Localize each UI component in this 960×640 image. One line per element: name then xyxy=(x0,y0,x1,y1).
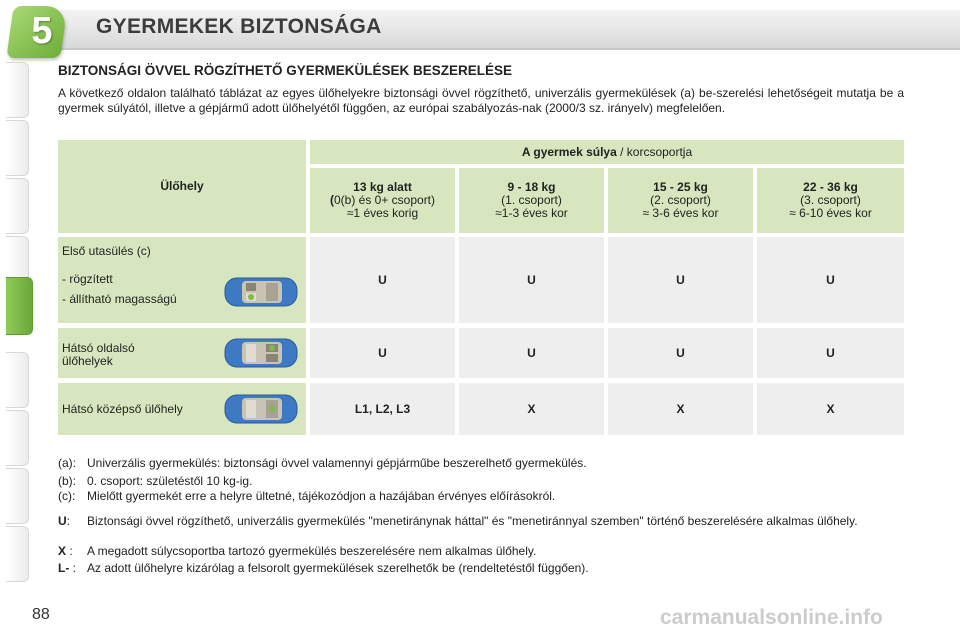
seat-row-front-passenger xyxy=(58,237,306,323)
legend-key: L- xyxy=(58,561,70,575)
car-seat-rear-center-icon xyxy=(222,392,300,426)
seat-option-adjustable: - állítható magasságú xyxy=(62,292,177,306)
weight-class: 15 - 25 kg xyxy=(653,180,708,194)
weight-column-3 xyxy=(757,168,904,233)
section-title: BIZTONSÁGI ÖVVEL RÖGZÍTHETŐ GYERMEKÜLÉSEK BESZERELÉSE xyxy=(58,63,513,78)
footnote-key: (b): xyxy=(58,474,76,488)
cell-value: U xyxy=(310,328,455,378)
age-range: ≈1-3 éves kor xyxy=(495,206,568,220)
footnote-text: Mielőtt gyermekét erre a helyre ültetné, tájékozódjon a hazájában érvényes előírásokról. xyxy=(87,489,556,503)
seat-label-cont: ülőhelyek xyxy=(62,354,113,368)
footnote-c xyxy=(58,489,904,503)
cell-value: U xyxy=(310,237,455,323)
seat-label: Hátsó középső ülőhely xyxy=(62,402,183,416)
weight-group-paren: ( xyxy=(329,193,334,207)
seat-row-rear-side xyxy=(58,328,306,378)
watermark: carmanualsonline.info xyxy=(660,606,883,629)
chapter-tab-5-active[interactable] xyxy=(6,277,33,335)
weight-header xyxy=(310,140,904,164)
page-title: GYERMEKEK BIZTONSÁGA xyxy=(96,15,382,38)
age-range: ≈ 3-6 éves kor xyxy=(642,206,719,220)
weight-group: (3. csoport) xyxy=(800,193,861,207)
cell-value: U xyxy=(459,237,604,323)
chapter-tab-7[interactable] xyxy=(6,410,29,466)
cell-value: U xyxy=(608,328,753,378)
weight-column-2 xyxy=(608,168,753,233)
chapter-number: 5 xyxy=(31,10,53,52)
footnote-b xyxy=(58,474,904,488)
seat-row-rear-center xyxy=(58,383,306,435)
chapter-tab-9[interactable] xyxy=(6,526,29,582)
legend-sep: : xyxy=(66,544,73,558)
weight-class: 13 kg alatt xyxy=(353,180,412,194)
seat-option-fixed: - rögzített xyxy=(62,272,113,286)
seat-column-header: Ülőhely xyxy=(58,140,306,233)
weight-group: 0(b) és 0+ csoport) xyxy=(333,193,436,207)
weight-header-bold: A gyermek súlya xyxy=(521,144,617,159)
chapter-tab-1[interactable] xyxy=(6,62,29,118)
cell-value: U xyxy=(459,328,604,378)
weight-column-1 xyxy=(459,168,604,233)
chapter-tab-8[interactable] xyxy=(6,468,29,524)
weight-class: 22 - 36 kg xyxy=(803,180,858,194)
legend-key: U xyxy=(58,514,67,528)
footnote-key: (c): xyxy=(58,489,76,503)
weight-class: 9 - 18 kg xyxy=(507,180,556,194)
age-range: ≈ 6-10 éves kor xyxy=(789,206,872,220)
cell-value: X xyxy=(757,383,904,435)
intro-paragraph: A következő oldalon található táblázat az egyes ülőhelyekre biztonsági övvel rögzíthető, univerzális gyermekülések (a) be-szerelési lehetőségeit mutatja be a gyermek súlyától, illetve a gépjármű adott ülőhelyétől függően, az európai szabályozás-nak (2000/3 sz. irányelv) megfelelően. xyxy=(58,86,904,115)
cell-value: X xyxy=(608,383,753,435)
legend-l xyxy=(58,561,904,575)
cell-value: L1, L2, L3 xyxy=(310,383,455,435)
weight-group: (2. csoport) xyxy=(650,193,711,207)
weight-column-0 xyxy=(310,168,455,233)
weight-group: (1. csoport) xyxy=(501,193,562,207)
chapter-tab-3[interactable] xyxy=(6,178,29,234)
footnote-text: Univerzális gyermekülés: biztonsági övvel valamennyi gépjárműbe beszerelhető gyermekülés. xyxy=(87,456,587,470)
cell-value: U xyxy=(757,237,904,323)
legend-key: X xyxy=(58,544,67,558)
legend-text: A megadott súlycsoportba tartozó gyermekülés beszerelésére nem alkalmas ülőhely. xyxy=(87,544,537,558)
footnote-key: (a): xyxy=(58,456,76,470)
legend-text: Biztonsági övvel rögzíthető, univerzális gyermekülés "menetiránynak háttal" és "menetiránnyal szemben" történő beszerelésére alkalmas ülőhely. xyxy=(87,514,858,528)
seat-label: Első utasülés (c) xyxy=(62,244,151,258)
cell-value: U xyxy=(608,237,753,323)
footnote-a xyxy=(58,456,904,470)
car-seat-rear-side-icon xyxy=(222,336,300,370)
chapter-tab-6[interactable] xyxy=(6,352,29,408)
legend-sep: : xyxy=(66,514,71,528)
age-range: ≈1 éves korig xyxy=(346,206,419,220)
legend-x xyxy=(58,544,904,558)
chapter-tab-2[interactable] xyxy=(6,120,29,176)
seat-label: Hátsó oldalsó xyxy=(62,341,135,355)
chapter-tabs xyxy=(0,62,34,582)
footnote-text: 0. csoport: születéstől 10 kg-ig. xyxy=(87,474,253,488)
legend-u xyxy=(58,514,904,542)
legend-sep: : xyxy=(69,561,76,575)
weight-header-rest: / korcsoportja xyxy=(616,144,693,159)
car-seat-front-passenger-icon xyxy=(222,275,300,309)
page-number: 88 xyxy=(32,606,50,623)
cell-value: U xyxy=(757,328,904,378)
legend-text: Az adott ülőhelyre kizárólag a felsorolt gyermekülések szerelhetők be (rendeltetéstől függően). xyxy=(87,561,589,575)
cell-value: X xyxy=(459,383,604,435)
